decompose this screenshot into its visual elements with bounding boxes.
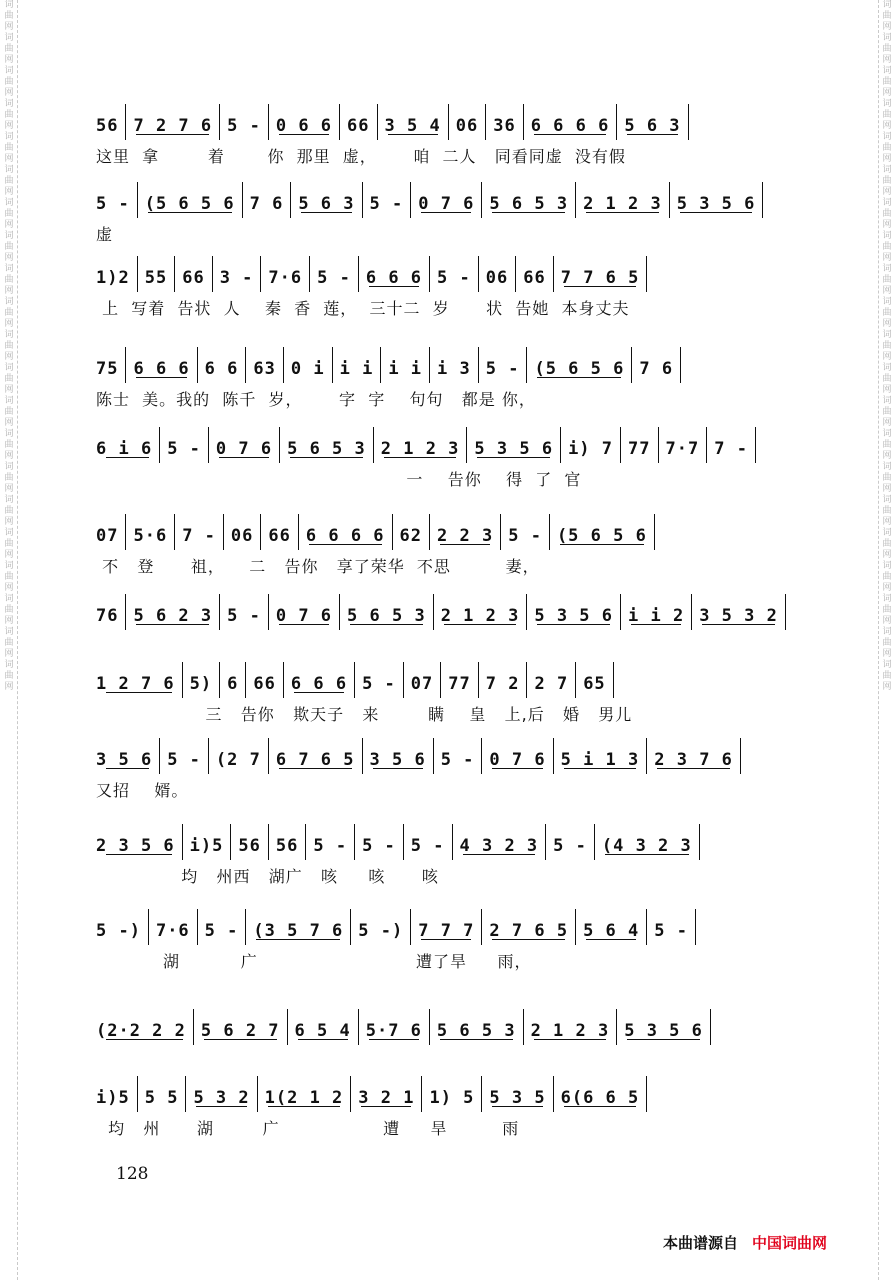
beam-underline	[388, 134, 438, 135]
measure: 7 6	[243, 182, 292, 218]
measure: 07	[96, 514, 126, 550]
watermark-text: 词 曲 网	[4, 132, 14, 164]
beam-underline	[298, 1039, 348, 1040]
measure: 6	[220, 662, 246, 698]
notation-line	[96, 510, 655, 550]
measure: 5 6 2 3	[126, 594, 220, 630]
beam-underline	[657, 768, 730, 769]
watermark-text: 词 曲 网	[882, 99, 892, 131]
notation-line	[96, 820, 700, 860]
beam-underline	[564, 1106, 637, 1107]
measure: 7 6	[632, 347, 681, 383]
measure: 5 -	[434, 738, 483, 774]
measure: 5 -	[501, 514, 550, 550]
measure: 5 i 1 3	[554, 738, 648, 774]
watermark-text: 词 曲 网	[4, 396, 14, 428]
right-margin-border	[878, 0, 879, 1280]
measure: 2 3 7 6	[647, 738, 741, 774]
measure: 5 -	[310, 256, 359, 292]
beam-underline	[290, 457, 363, 458]
beam-underline	[537, 624, 610, 625]
beam-underline	[106, 768, 149, 769]
score-system	[96, 1072, 808, 1142]
measure: 6 6 6	[284, 662, 355, 698]
measure: 7 7 6 5	[554, 256, 648, 292]
notation-line	[96, 252, 647, 292]
measure: i i	[333, 347, 382, 383]
beam-underline	[106, 692, 172, 693]
beam-underline	[680, 212, 753, 213]
watermark-text: 词 曲 网	[4, 330, 14, 362]
measure: 7·6	[261, 256, 310, 292]
beam-underline	[279, 624, 329, 625]
measure: 7·7	[659, 427, 708, 463]
measure: 5 -	[355, 824, 404, 860]
measure: 5 3 5 6	[467, 427, 561, 463]
measure: 5 6 3	[617, 104, 688, 140]
watermark-text: 词 曲 网	[4, 561, 14, 593]
lyrics-line: 三 告你 欺天子 来 瞒 皇 上,后 婚 男儿	[96, 705, 633, 724]
beam-underline	[219, 457, 269, 458]
page-number: 128	[116, 1164, 149, 1184]
beam-underline	[564, 768, 637, 769]
score-system	[96, 658, 808, 728]
beam-underline	[268, 1106, 341, 1107]
measure: (4 3 2 3	[595, 824, 700, 860]
watermark-text: 词 曲 网	[4, 0, 14, 32]
beam-underline	[444, 624, 517, 625]
measure: 55	[138, 256, 175, 292]
watermark-text: 词 曲 网	[4, 495, 14, 527]
watermark-text: 词 曲 网	[4, 462, 14, 494]
beam-underline	[196, 1106, 246, 1107]
measure: 5 6 5 3	[430, 1009, 524, 1045]
notation-line	[96, 100, 689, 140]
measure: 5 -)	[351, 909, 411, 945]
beam-underline	[564, 286, 637, 287]
measure: 56	[231, 824, 268, 860]
measure: 4 3 2 3	[453, 824, 547, 860]
watermark-text: 词 曲 网	[4, 429, 14, 461]
measure: 5 3 5 6	[527, 594, 621, 630]
watermark-text: 词 曲 网	[882, 561, 892, 593]
measure: 1(2 1 2	[258, 1076, 352, 1112]
lyrics-line: 陈士 美。我的 陈千 岁， 字 字 句句 都是 你，	[96, 390, 536, 409]
right-watermark-column	[880, 0, 894, 693]
measure: 6 7 6 5	[269, 738, 363, 774]
beam-underline	[384, 457, 457, 458]
measure: 75	[96, 347, 126, 383]
score-system	[96, 252, 808, 322]
measure: 06	[449, 104, 486, 140]
measure: 7 -	[175, 514, 224, 550]
measure: 2 1 2 3	[524, 1009, 618, 1045]
notation-line	[96, 423, 756, 463]
watermark-text: 词 曲 网	[882, 660, 892, 692]
measure: 6 5 4	[288, 1009, 359, 1045]
measure: 06	[479, 256, 516, 292]
measure: 5 -	[355, 662, 404, 698]
site-name[interactable]: 中国词曲网	[752, 1234, 828, 1252]
measure: 5 6 3	[291, 182, 362, 218]
beam-underline	[560, 544, 644, 545]
measure: 36	[486, 104, 523, 140]
measure: 0 7 6	[411, 182, 482, 218]
score-system	[96, 1005, 808, 1075]
measure: 3 5 6	[96, 738, 160, 774]
measure: 0 7 6	[209, 427, 280, 463]
beam-underline	[534, 134, 607, 135]
watermark-text: 词 曲 网	[882, 528, 892, 560]
beam-underline	[534, 1039, 607, 1040]
measure: 6 i 6	[96, 427, 160, 463]
measure: 5 3 5	[482, 1076, 553, 1112]
beam-underline	[702, 624, 775, 625]
lyrics-line: 均 州西 湖广 咳 咳 咳	[96, 867, 439, 886]
notation-line	[96, 343, 681, 383]
measure: 5 -	[160, 427, 209, 463]
measure: 5 -	[430, 256, 479, 292]
watermark-text: 词 曲 网	[882, 264, 892, 296]
measure: 63	[246, 347, 283, 383]
beam-underline	[301, 212, 351, 213]
measure: 5·6	[126, 514, 175, 550]
beam-underline	[204, 1039, 277, 1040]
beam-underline	[586, 212, 659, 213]
measure: 1 2 7 6	[96, 662, 183, 698]
measure: 2 3 5 6	[96, 824, 183, 860]
beam-underline	[492, 768, 542, 769]
measure: 0 7 6	[482, 738, 553, 774]
beam-underline	[421, 939, 471, 940]
beam-underline	[440, 544, 490, 545]
measure: 66	[340, 104, 377, 140]
measure: 0 7 6	[269, 594, 340, 630]
beam-underline	[279, 768, 352, 769]
score-system	[96, 423, 808, 493]
score-system	[96, 510, 808, 580]
beam-underline	[309, 544, 382, 545]
lyrics-line: 不 登 祖， 二 告你 享了荣华 不思 妻，	[96, 557, 540, 576]
beam-underline	[537, 377, 621, 378]
watermark-text: 词 曲 网	[4, 99, 14, 131]
lyrics-line: 均 州 湖 广 遭 旱 雨	[96, 1119, 520, 1138]
score-system	[96, 905, 808, 975]
watermark-text: 词 曲 网	[4, 33, 14, 65]
measure: 62	[393, 514, 430, 550]
measure: 5 6 2 7	[194, 1009, 288, 1045]
beam-underline	[106, 457, 149, 458]
watermark-text: 词 曲 网	[4, 594, 14, 626]
measure: i i	[381, 347, 430, 383]
beam-underline	[148, 212, 232, 213]
measure: 66	[516, 256, 553, 292]
beam-underline	[294, 692, 344, 693]
score-system	[96, 820, 808, 890]
watermark-text: 词 曲 网	[882, 594, 892, 626]
measure: 5 6 5 3	[280, 427, 374, 463]
beam-underline	[421, 212, 471, 213]
watermark-text: 词 曲 网	[4, 627, 14, 659]
measure: 1) 5	[422, 1076, 482, 1112]
measure: 3 5 4	[378, 104, 449, 140]
measure: i i 2	[621, 594, 692, 630]
measure: 3 5 3 2	[692, 594, 786, 630]
beam-underline	[106, 1039, 183, 1040]
measure: 5 -	[647, 909, 696, 945]
notation-line	[96, 178, 763, 218]
watermark-text: 词 曲 网	[882, 495, 892, 527]
measure: 5·7 6	[359, 1009, 430, 1045]
beam-underline	[492, 1106, 542, 1107]
beam-underline	[369, 286, 419, 287]
notation-line	[96, 658, 614, 698]
watermark-text: 词 曲 网	[882, 363, 892, 395]
measure: 3 2 1	[351, 1076, 422, 1112]
measure: 5 -	[220, 104, 269, 140]
watermark-text: 词 曲 网	[4, 264, 14, 296]
measure: 5 -	[363, 182, 412, 218]
source-footer	[663, 1232, 827, 1253]
watermark-text: 词 曲 网	[4, 165, 14, 197]
measure: 5 6 5 3	[482, 182, 576, 218]
beam-underline	[586, 939, 636, 940]
watermark-text: 词 曲 网	[4, 231, 14, 263]
left-margin-border	[17, 0, 18, 1280]
measure: 7 7 7	[411, 909, 482, 945]
lyrics-line: 这里 拿 着 你 那里 虚， 咱 二人 同看同虚 没有假	[96, 147, 626, 166]
measure: i) 7	[561, 427, 621, 463]
measure: 3 -	[213, 256, 262, 292]
watermark-text: 词 曲 网	[882, 231, 892, 263]
measure: 5 -	[96, 182, 138, 218]
score-system	[96, 590, 808, 660]
measure: 5 -	[479, 347, 528, 383]
measure: 56	[269, 824, 306, 860]
beam-underline	[256, 939, 340, 940]
measure: (5 6 5 6	[550, 514, 655, 550]
watermark-text: 词 曲 网	[882, 396, 892, 428]
watermark-text: 词 曲 网	[4, 297, 14, 329]
score-system	[96, 100, 808, 170]
measure: 2 7 6 5	[482, 909, 576, 945]
measure: 2 1 2 3	[374, 427, 468, 463]
beam-underline	[279, 134, 329, 135]
score-system	[96, 343, 808, 413]
notation-line	[96, 1072, 647, 1112]
measure: 5 -	[220, 594, 269, 630]
notation-line	[96, 905, 696, 945]
watermark-text: 词 曲 网	[4, 528, 14, 560]
measure: 7·6	[149, 909, 198, 945]
watermark-text: 词 曲 网	[882, 165, 892, 197]
beam-underline	[492, 212, 565, 213]
measure: (3 5 7 6	[246, 909, 351, 945]
watermark-text: 词 曲 网	[882, 0, 892, 32]
measure: 0 6 6	[269, 104, 340, 140]
measure: (2·2 2 2	[96, 1009, 194, 1045]
measure: 77	[621, 427, 658, 463]
measure: 5 3 5 6	[670, 182, 764, 218]
watermark-text: 词 曲 网	[882, 462, 892, 494]
measure: 77	[441, 662, 478, 698]
measure: 5 -	[546, 824, 595, 860]
watermark-text: 词 曲 网	[882, 132, 892, 164]
lyrics-line: 虚	[96, 225, 114, 244]
measure: 7 2	[479, 662, 528, 698]
watermark-text: 词 曲 网	[882, 297, 892, 329]
measure: (2 7	[209, 738, 269, 774]
measure: 66	[246, 662, 283, 698]
beam-underline	[136, 377, 186, 378]
beam-underline	[605, 854, 689, 855]
notation-line	[96, 590, 786, 630]
beam-underline	[361, 1106, 411, 1107]
measure: 5 -	[306, 824, 355, 860]
measure: 5 -	[404, 824, 453, 860]
measure: 7 2 7 6	[126, 104, 220, 140]
measure: 56	[96, 104, 126, 140]
notation-line	[96, 1005, 711, 1045]
measure: 5 6 5 3	[340, 594, 434, 630]
watermark-text: 词 曲 网	[882, 66, 892, 98]
measure: 2 1 2 3	[576, 182, 670, 218]
watermark-text: 词 曲 网	[4, 66, 14, 98]
measure: 1)2	[96, 256, 138, 292]
measure: 6 6 6 6	[524, 104, 618, 140]
beam-underline	[369, 1039, 419, 1040]
beam-underline	[350, 624, 423, 625]
watermark-text: 词 曲 网	[882, 330, 892, 362]
watermark-text: 词 曲 网	[882, 429, 892, 461]
measure: (5 6 5 6	[527, 347, 632, 383]
measure: 5 3 2	[186, 1076, 257, 1112]
lyrics-line: 一 告你 得 了 官	[96, 470, 582, 489]
measure: 0 i	[284, 347, 333, 383]
watermark-text: 词 曲 网	[882, 627, 892, 659]
measure: 6 6 6	[359, 256, 430, 292]
measure: 6 6	[198, 347, 247, 383]
measure: (5 6 5 6	[138, 182, 243, 218]
measure: 3 5 6	[363, 738, 434, 774]
measure: 66	[175, 256, 212, 292]
measure: 6 6 6 6	[299, 514, 393, 550]
measure: 66	[261, 514, 298, 550]
beam-underline	[373, 768, 423, 769]
beam-underline	[492, 939, 565, 940]
notation-line	[96, 734, 741, 774]
beam-underline	[627, 134, 677, 135]
lyrics-line: 又招 婿。	[96, 781, 189, 800]
beam-underline	[463, 854, 536, 855]
score-system	[96, 178, 808, 248]
watermark-text: 词 曲 网	[4, 198, 14, 230]
score-system	[96, 734, 808, 804]
beam-underline	[477, 457, 550, 458]
beam-underline	[440, 1039, 513, 1040]
measure: 5 5	[138, 1076, 187, 1112]
watermark-text: 词 曲 网	[882, 33, 892, 65]
measure: 5)	[183, 662, 220, 698]
measure: 06	[224, 514, 261, 550]
lyrics-line: 湖 广 遭了旱 雨，	[96, 952, 532, 971]
measure: 5 3 5 6	[617, 1009, 711, 1045]
beam-underline	[136, 624, 209, 625]
lyrics-line: 上 写着 告状 人 秦 香 莲， 三十二 岁 状 告她 本身丈夫	[96, 299, 630, 318]
beam-underline	[631, 624, 681, 625]
measure: 2 7	[527, 662, 576, 698]
measure: 76	[96, 594, 126, 630]
measure: 6 6 6	[126, 347, 197, 383]
beam-underline	[627, 1039, 700, 1040]
measure: 6(6 6 5	[554, 1076, 648, 1112]
measure: i)5	[183, 824, 232, 860]
beam-underline	[136, 134, 209, 135]
source-label: 本曲谱源自	[663, 1234, 739, 1252]
watermark-text: 词 曲 网	[4, 363, 14, 395]
measure: i)5	[96, 1076, 138, 1112]
watermark-text: 词 曲 网	[4, 660, 14, 692]
watermark-text: 词 曲 网	[882, 198, 892, 230]
measure: 07	[404, 662, 441, 698]
measure: 2 2 3	[430, 514, 501, 550]
left-watermark-column	[2, 0, 16, 693]
measure: 65	[576, 662, 613, 698]
measure: 2 1 2 3	[434, 594, 528, 630]
measure: 5 -	[198, 909, 247, 945]
measure: i 3	[430, 347, 479, 383]
beam-underline	[106, 854, 172, 855]
measure: 7 -	[707, 427, 756, 463]
measure: 5 -	[160, 738, 209, 774]
measure: 5 -)	[96, 909, 149, 945]
measure: 5 6 4	[576, 909, 647, 945]
